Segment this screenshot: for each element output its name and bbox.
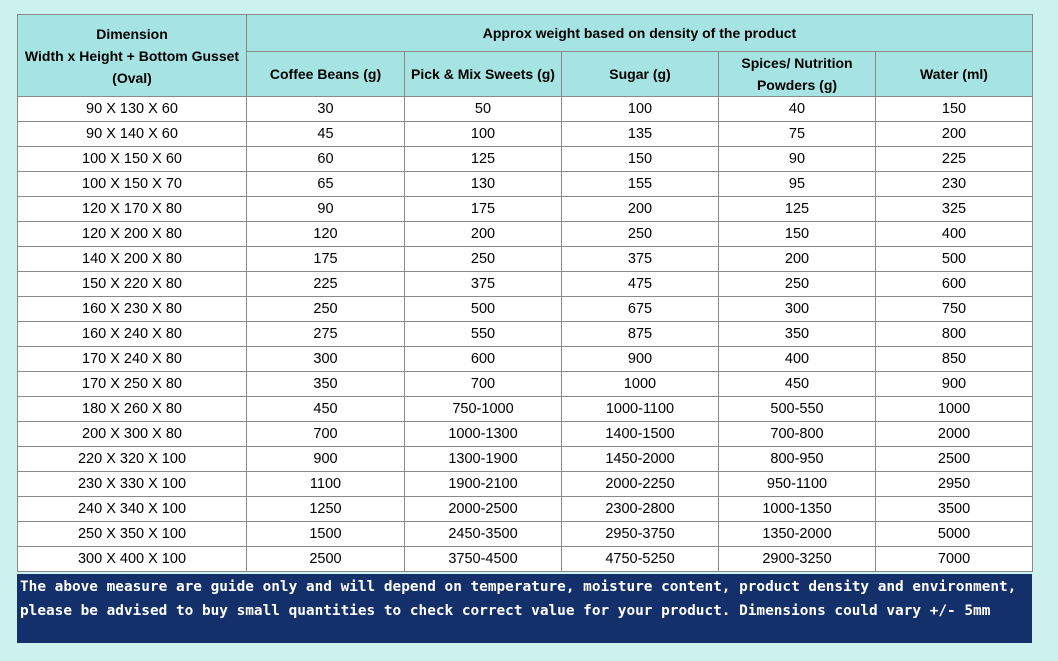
weight-cell: 900 [247, 447, 405, 472]
weight-cell: 700 [405, 372, 562, 397]
dimension-header [18, 15, 247, 97]
weight-cell: 2450-3500 [405, 522, 562, 547]
weight-cell: 90 [719, 147, 876, 172]
weight-cell: 225 [247, 272, 405, 297]
weight-cell: 50 [405, 97, 562, 122]
weight-table [17, 14, 1033, 572]
weight-cell: 75 [719, 122, 876, 147]
weight-cell: 2000-2250 [562, 472, 719, 497]
weight-cell: 175 [247, 247, 405, 272]
weight-cell: 3750-4500 [405, 547, 562, 572]
weight-cell: 1900-2100 [405, 472, 562, 497]
weight-cell: 225 [876, 147, 1033, 172]
weight-cell: 40 [719, 97, 876, 122]
weight-cell: 125 [405, 147, 562, 172]
weight-cell: 1000-1350 [719, 497, 876, 522]
weight-cell: 65 [247, 172, 405, 197]
weight-cell: 7000 [876, 547, 1033, 572]
weight-cell: 130 [405, 172, 562, 197]
table-body [18, 97, 1033, 572]
dimension-cell: 120 X 200 X 80 [18, 222, 247, 247]
weight-cell: 300 [247, 347, 405, 372]
weight-cell: 1100 [247, 472, 405, 497]
weight-cell: 900 [562, 347, 719, 372]
dimension-cell: 170 X 250 X 80 [18, 372, 247, 397]
weight-cell: 375 [405, 272, 562, 297]
weight-cell: 30 [247, 97, 405, 122]
weight-cell: 150 [719, 222, 876, 247]
table-row [18, 297, 1033, 322]
group-header: Approx weight based on density of the product [247, 15, 1033, 52]
weight-cell: 250 [247, 297, 405, 322]
weight-cell: 2900-3250 [719, 547, 876, 572]
dimension-cell: 300 X 400 X 100 [18, 547, 247, 572]
weight-cell: 5000 [876, 522, 1033, 547]
weight-cell: 2000 [876, 422, 1033, 447]
weight-cell: 150 [562, 147, 719, 172]
dimension-cell: 100 X 150 X 60 [18, 147, 247, 172]
dimension-cell: 250 X 350 X 100 [18, 522, 247, 547]
table-row [18, 97, 1033, 122]
weight-cell: 2000-2500 [405, 497, 562, 522]
column-header: Spices/ Nutrition Powders (g) [719, 52, 876, 97]
weight-cell: 150 [876, 97, 1033, 122]
weight-cell: 275 [247, 322, 405, 347]
weight-cell: 1250 [247, 497, 405, 522]
weight-cell: 375 [562, 247, 719, 272]
weight-cell: 300 [719, 297, 876, 322]
weight-cell: 500 [876, 247, 1033, 272]
weight-cell: 550 [405, 322, 562, 347]
disclaimer-note: The above measure are guide only and will depend on temperature, moisture content, product density and environment, please be advised to buy small quantities to check correct value for your product. Dimensions could vary +/- 5mm [17, 574, 1032, 643]
dimension-cell: 160 X 240 X 80 [18, 322, 247, 347]
weight-cell: 500-550 [719, 397, 876, 422]
weight-cell: 200 [876, 122, 1033, 147]
weight-cell: 2950-3750 [562, 522, 719, 547]
weight-cell: 2950 [876, 472, 1033, 497]
weight-cell: 155 [562, 172, 719, 197]
dimension-cell: 150 X 220 X 80 [18, 272, 247, 297]
weight-cell: 250 [405, 247, 562, 272]
weight-cell: 1400-1500 [562, 422, 719, 447]
weight-cell: 450 [719, 372, 876, 397]
weight-cell: 700-800 [719, 422, 876, 447]
table-row [18, 197, 1033, 222]
weight-cell: 135 [562, 122, 719, 147]
weight-cell: 200 [405, 222, 562, 247]
table-row [18, 147, 1033, 172]
weight-cell: 125 [719, 197, 876, 222]
weight-cell: 1000-1100 [562, 397, 719, 422]
weight-cell: 230 [876, 172, 1033, 197]
weight-cell: 475 [562, 272, 719, 297]
weight-guide [17, 14, 1032, 643]
table-row [18, 397, 1033, 422]
weight-cell: 45 [247, 122, 405, 147]
weight-cell: 1000 [876, 397, 1033, 422]
weight-cell: 250 [562, 222, 719, 247]
weight-cell: 60 [247, 147, 405, 172]
table-row [18, 272, 1033, 297]
column-header: Pick & Mix Sweets (g) [405, 52, 562, 97]
dimension-cell: 230 X 330 X 100 [18, 472, 247, 497]
weight-cell: 2300-2800 [562, 497, 719, 522]
dimension-cell: 160 X 230 X 80 [18, 297, 247, 322]
weight-cell: 1300-1900 [405, 447, 562, 472]
dimension-cell: 90 X 140 X 60 [18, 122, 247, 147]
weight-cell: 675 [562, 297, 719, 322]
dimension-cell: 90 X 130 X 60 [18, 97, 247, 122]
weight-cell: 875 [562, 322, 719, 347]
dimension-cell: 120 X 170 X 80 [18, 197, 247, 222]
weight-cell: 450 [247, 397, 405, 422]
dimension-subtitle: Width x Height + Bottom Gusset [24, 47, 240, 64]
dimension-cell: 170 X 240 X 80 [18, 347, 247, 372]
weight-cell: 350 [719, 322, 876, 347]
dimension-cell: 180 X 260 X 80 [18, 397, 247, 422]
table-row [18, 422, 1033, 447]
column-header: Water (ml) [876, 52, 1033, 97]
weight-cell: 200 [719, 247, 876, 272]
weight-cell: 600 [876, 272, 1033, 297]
dimension-shape: (Oval) [112, 69, 152, 86]
weight-cell: 800 [876, 322, 1033, 347]
weight-cell: 1350-2000 [719, 522, 876, 547]
weight-cell: 750-1000 [405, 397, 562, 422]
dimension-cell: 200 X 300 X 80 [18, 422, 247, 447]
table-row [18, 447, 1033, 472]
weight-cell: 1000-1300 [405, 422, 562, 447]
weight-cell: 2500 [247, 547, 405, 572]
weight-cell: 200 [562, 197, 719, 222]
weight-cell: 900 [876, 372, 1033, 397]
table-row [18, 222, 1033, 247]
table-row [18, 547, 1033, 572]
weight-cell: 120 [247, 222, 405, 247]
weight-cell: 3500 [876, 497, 1033, 522]
column-header: Coffee Beans (g) [247, 52, 405, 97]
weight-cell: 4750-5250 [562, 547, 719, 572]
weight-cell: 100 [405, 122, 562, 147]
weight-cell: 175 [405, 197, 562, 222]
weight-cell: 750 [876, 297, 1033, 322]
dimension-cell: 140 X 200 X 80 [18, 247, 247, 272]
table-row [18, 472, 1033, 497]
dimension-cell: 220 X 320 X 100 [18, 447, 247, 472]
weight-cell: 350 [247, 372, 405, 397]
weight-cell: 2500 [876, 447, 1033, 472]
weight-cell: 100 [562, 97, 719, 122]
weight-cell: 95 [719, 172, 876, 197]
table-row [18, 322, 1033, 347]
table-row [18, 172, 1033, 197]
weight-cell: 325 [876, 197, 1033, 222]
dimension-title: Dimension [96, 25, 168, 42]
weight-cell: 400 [719, 347, 876, 372]
table-row [18, 347, 1033, 372]
dimension-cell: 100 X 150 X 70 [18, 172, 247, 197]
table-row [18, 522, 1033, 547]
weight-cell: 600 [405, 347, 562, 372]
weight-cell: 950-1100 [719, 472, 876, 497]
weight-cell: 500 [405, 297, 562, 322]
weight-cell: 1450-2000 [562, 447, 719, 472]
weight-cell: 250 [719, 272, 876, 297]
weight-cell: 700 [247, 422, 405, 447]
weight-cell: 800-950 [719, 447, 876, 472]
table-row [18, 372, 1033, 397]
column-header: Sugar (g) [562, 52, 719, 97]
weight-cell: 850 [876, 347, 1033, 372]
table-row [18, 122, 1033, 147]
weight-cell: 1000 [562, 372, 719, 397]
table-row [18, 497, 1033, 522]
dimension-cell: 240 X 340 X 100 [18, 497, 247, 522]
weight-cell: 90 [247, 197, 405, 222]
weight-cell: 400 [876, 222, 1033, 247]
table-row [18, 247, 1033, 272]
weight-cell: 1500 [247, 522, 405, 547]
